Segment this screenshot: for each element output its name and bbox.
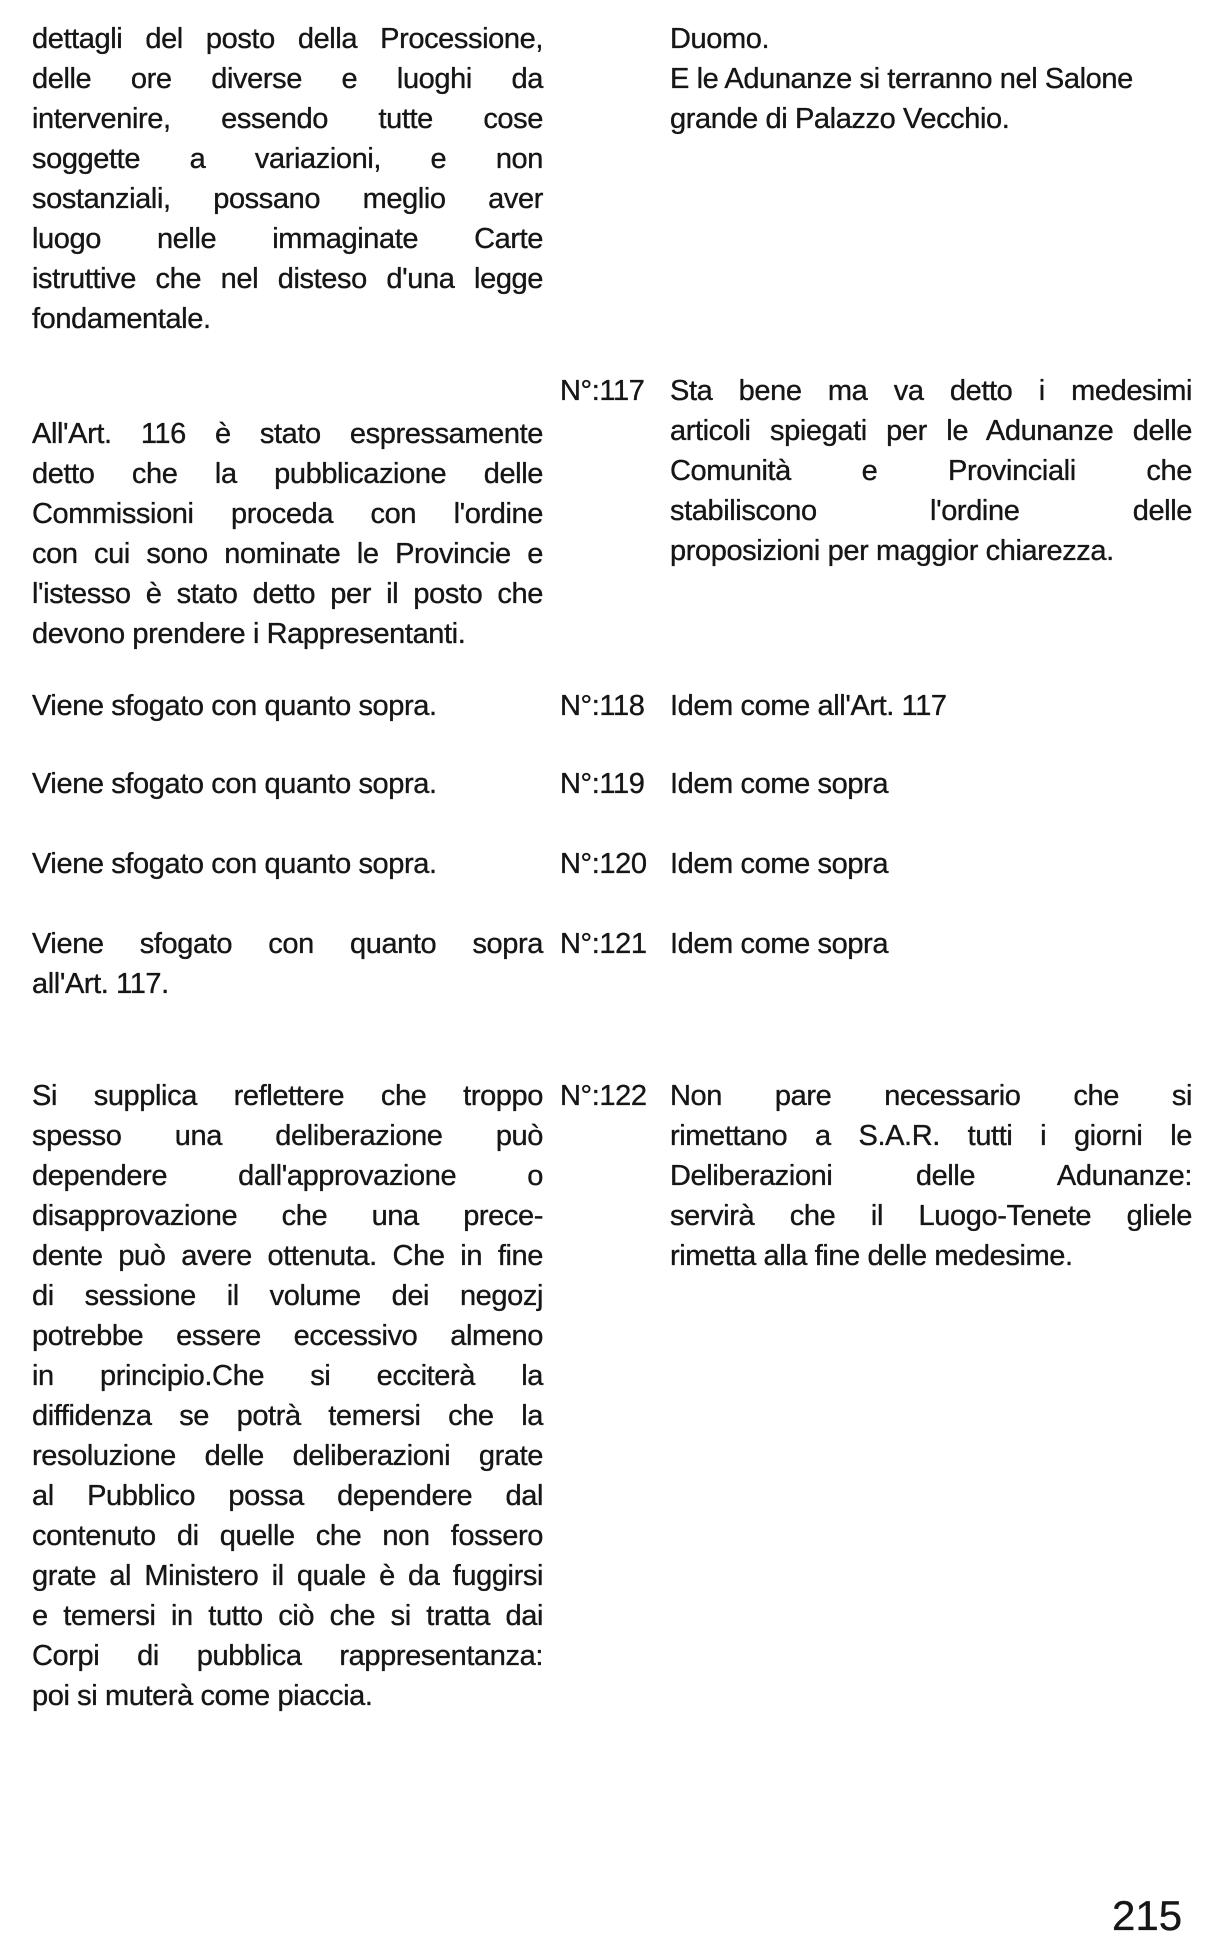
text-line: Viene sfogato con quanto sopra (32, 928, 543, 960)
text-line: spesso una deliberazione può (32, 1120, 543, 1152)
text-line: Si supplica reflettere che troppo (32, 1080, 543, 1112)
text-line: proposizioni per maggior chiarezza. (670, 535, 1114, 567)
left-paragraph-1 (32, 19, 543, 339)
text-line: con cui sono nominate le Provincie e (32, 538, 543, 570)
row-121-label: N°:121 (560, 928, 647, 960)
row-119-text: Idem come sopra (670, 768, 889, 800)
text-line: di sessione il volume dei negozj (32, 1280, 543, 1312)
text-line: delle ore diverse e luoghi da (32, 63, 543, 95)
text-line: Comunità e Provinciali che (670, 455, 1192, 487)
text-line: luogo nelle immaginate Carte (32, 223, 543, 255)
text-line: dettagli del posto della Processione, (32, 23, 543, 55)
note-duomo (670, 19, 1192, 139)
text-line: All'Art. 116 è stato espressamente (32, 418, 543, 450)
row-120-left: Viene sfogato con quanto sopra. (32, 848, 437, 880)
text-line: potrebbe essere eccessivo almeno (32, 1320, 543, 1352)
text-line: stabiliscono l'ordine delle (670, 495, 1192, 527)
row-118-label: N°:118 (560, 690, 645, 722)
text-line: articoli spiegati per le Adunanze delle (670, 415, 1192, 447)
text-line: rimetta alla fine delle medesime. (670, 1240, 1073, 1272)
text-line: diffidenza se potrà temersi che la (32, 1400, 543, 1432)
note-122-label: N°:122 (560, 1080, 647, 1112)
text-line: grande di Palazzo Vecchio. (670, 103, 1010, 135)
text-line: grate al Ministero il quale è da fuggirsi (32, 1560, 543, 1592)
text-line: Deliberazioni delle Adunanze: (670, 1160, 1192, 1192)
note-117-body (670, 371, 1192, 571)
text-line: fondamentale. (32, 303, 211, 335)
text-line: e temersi in tutto ciò che si tratta dai (32, 1600, 543, 1632)
row-120-label: N°:120 (560, 848, 647, 880)
text-line: poi si muterà come piaccia. (32, 1680, 373, 1712)
text-line: Duomo. (670, 23, 770, 55)
text-line: al Pubblico possa dependere dal (32, 1480, 543, 1512)
row-119-left: Viene sfogato con quanto sopra. (32, 768, 437, 800)
row-118-text: Idem come all'Art. 117 (670, 690, 947, 722)
text-line: dente può avere ottenuta. Che in fine (32, 1240, 543, 1272)
row-119-label: N°:119 (560, 768, 645, 800)
text-line: E le Adunanze si terranno nel Salone (670, 63, 1133, 95)
text-line: sostanziali, possano meglio aver (32, 183, 543, 215)
text-line: Corpi di pubblica rappresentanza: (32, 1640, 543, 1672)
text-line: detto che la pubblicazione delle (32, 458, 543, 490)
text-line: rimettano a S.A.R. tutti i giorni le (670, 1120, 1192, 1152)
left-paragraph-3 (32, 1076, 543, 1716)
text-line: devono prendere i Rappresentanti. (32, 618, 466, 650)
note-122-body (670, 1076, 1192, 1276)
text-line: Non pare necessario che si (670, 1080, 1192, 1112)
text-line: all'Art. 117. (32, 968, 169, 1000)
left-paragraph-2 (32, 414, 543, 654)
text-line: disapprovazione che una prece- (32, 1200, 543, 1232)
page-number: 215 (1112, 1892, 1183, 1939)
row-118-left: Viene sfogato con quanto sopra. (32, 690, 437, 722)
text-line: intervenire, essendo tutte cose (32, 103, 543, 135)
text-line: soggette a variazioni, e non (32, 143, 543, 175)
text-line: l'istesso è stato detto per il posto che (32, 578, 543, 610)
text-line: Sta bene ma va detto i medesimi (670, 375, 1192, 407)
row-120-text: Idem come sopra (670, 848, 889, 880)
text-line: resoluzione delle deliberazioni grate (32, 1440, 543, 1472)
text-line: in principio.Che si ecciterà la (32, 1360, 543, 1392)
row-121-left (32, 924, 543, 1004)
text-line: istruttive che nel disteso d'una legge (32, 263, 543, 295)
text-line: servirà che il Luogo-Tenete gliele (670, 1200, 1192, 1232)
text-line: contenuto di quelle che non fossero (32, 1520, 543, 1552)
row-121-text: Idem come sopra (670, 928, 889, 960)
text-line: Commissioni proceda con l'ordine (32, 498, 543, 530)
note-117-label: N°:117 (560, 375, 645, 407)
text-line: dependere dall'approvazione o (32, 1160, 543, 1192)
